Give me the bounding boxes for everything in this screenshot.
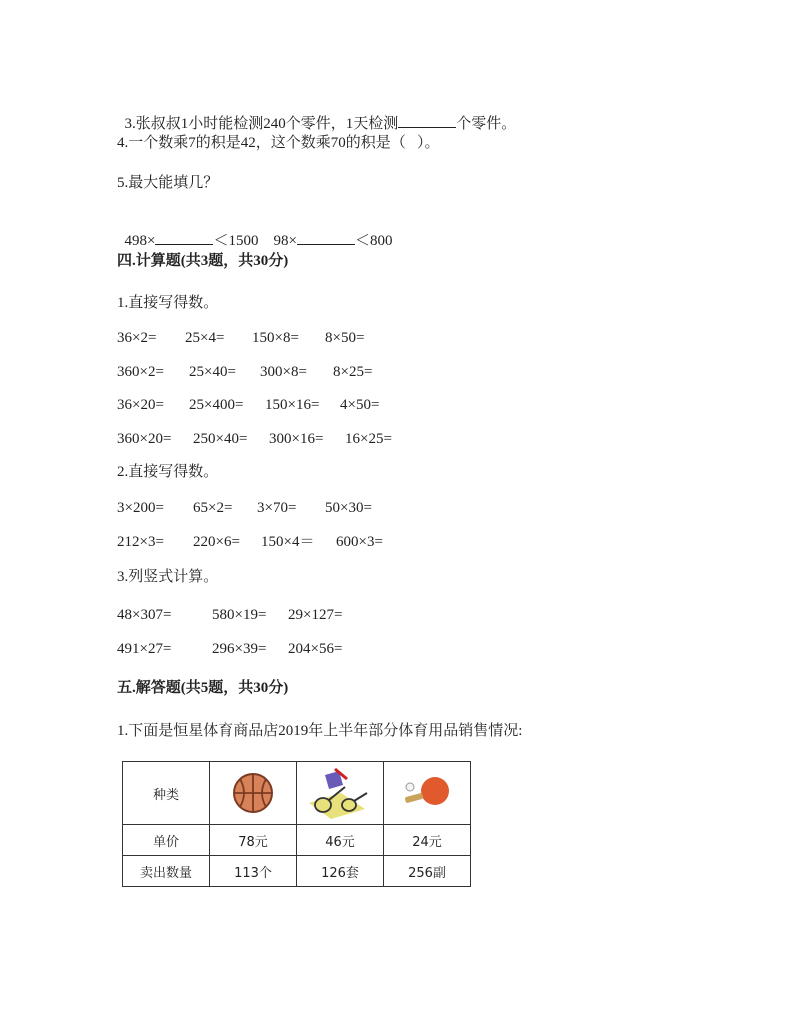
calc-item: 600×3= bbox=[336, 534, 383, 550]
problem-title: 1.直接写得数。 bbox=[117, 295, 219, 311]
question-text: 1.下面是恒星体育商品店2019年上半年部分体育用品销售情况: bbox=[117, 723, 523, 739]
calc-item: 360×20= bbox=[117, 431, 172, 447]
calc-item: 25×40= bbox=[189, 364, 236, 380]
answer-blank[interactable] bbox=[155, 230, 213, 245]
quantity-cell: 126套 bbox=[297, 856, 384, 887]
calc-item: 212×3= bbox=[117, 534, 164, 550]
price-cell: 46元 bbox=[297, 825, 384, 856]
calc-item: 150×16= bbox=[265, 397, 320, 413]
quantity-cell: 113个 bbox=[210, 856, 297, 887]
calc-item: 36×20= bbox=[117, 397, 164, 413]
calc-item: 48×307= bbox=[117, 607, 172, 623]
calc-item: 491×27= bbox=[117, 641, 172, 657]
quantity-label: 卖出数量 bbox=[123, 856, 210, 887]
question-3-text: 3.张叔叔1小时能检测240个零件，1天检测 bbox=[124, 116, 399, 132]
calc-item: 36×2= bbox=[117, 330, 157, 346]
calc-item: 360×2= bbox=[117, 364, 164, 380]
section-heading: 四.计算题(共3题，共30分) bbox=[117, 253, 289, 269]
ping-pong-icon bbox=[401, 773, 453, 813]
q5-b-suffix: ＜800 bbox=[354, 233, 393, 249]
badminton-icon bbox=[305, 765, 375, 821]
quantity-cell: 256副 bbox=[384, 856, 471, 887]
calc-item: 25×4= bbox=[185, 330, 225, 346]
calc-item: 8×50= bbox=[325, 330, 365, 346]
price-cell: 24元 bbox=[384, 825, 471, 856]
q5-a-suffix: ＜1500 bbox=[213, 233, 259, 249]
question-5: 5.最大能填几？ bbox=[117, 175, 219, 191]
calc-item: 8×25= bbox=[333, 364, 373, 380]
calc-item: 3×200= bbox=[117, 500, 164, 516]
calc-item: 580×19= bbox=[212, 607, 267, 623]
calc-item: 150×8= bbox=[252, 330, 299, 346]
calc-item: 65×2= bbox=[193, 500, 233, 516]
calc-item: 220×6= bbox=[193, 534, 240, 550]
calc-item: 150×4＝ bbox=[261, 534, 315, 550]
problem-title: 2.直接写得数。 bbox=[117, 464, 219, 480]
problem-title: 3.列竖式计算。 bbox=[117, 569, 219, 585]
question-4: 4.一个数乘7的积是42，这个数乘70的积是（ ）。 bbox=[117, 135, 440, 151]
calc-item: 4×50= bbox=[340, 397, 380, 413]
calc-item: 16×25= bbox=[345, 431, 392, 447]
table-cell bbox=[384, 762, 471, 825]
sales-table bbox=[122, 761, 471, 887]
price-cell: 78元 bbox=[210, 825, 297, 856]
answer-blank[interactable] bbox=[297, 230, 355, 245]
table-cell bbox=[210, 762, 297, 825]
question-3 bbox=[117, 93, 516, 134]
basketball-icon bbox=[231, 771, 275, 815]
section-heading: 五.解答题(共5题，共30分) bbox=[117, 680, 289, 696]
calc-item: 25×400= bbox=[189, 397, 244, 413]
answer-blank[interactable] bbox=[398, 113, 456, 128]
question-5-blanks bbox=[117, 210, 392, 251]
q5-b-prefix: 98× bbox=[273, 233, 297, 249]
calc-item: 50×30= bbox=[325, 500, 372, 516]
calc-item: 29×127= bbox=[288, 607, 343, 623]
calc-item: 300×16= bbox=[269, 431, 324, 447]
calc-item: 296×39= bbox=[212, 641, 267, 657]
price-label: 单价 bbox=[123, 825, 210, 856]
calc-item: 3×70= bbox=[257, 500, 297, 516]
table-cell bbox=[297, 762, 384, 825]
q5-a-prefix: 498× bbox=[124, 233, 156, 249]
table-header-label: 种类 bbox=[123, 762, 210, 825]
calc-item: 250×40= bbox=[193, 431, 248, 447]
calc-item: 300×8= bbox=[260, 364, 307, 380]
question-3-suffix: 个零件。 bbox=[456, 116, 517, 132]
calc-item: 204×56= bbox=[288, 641, 343, 657]
